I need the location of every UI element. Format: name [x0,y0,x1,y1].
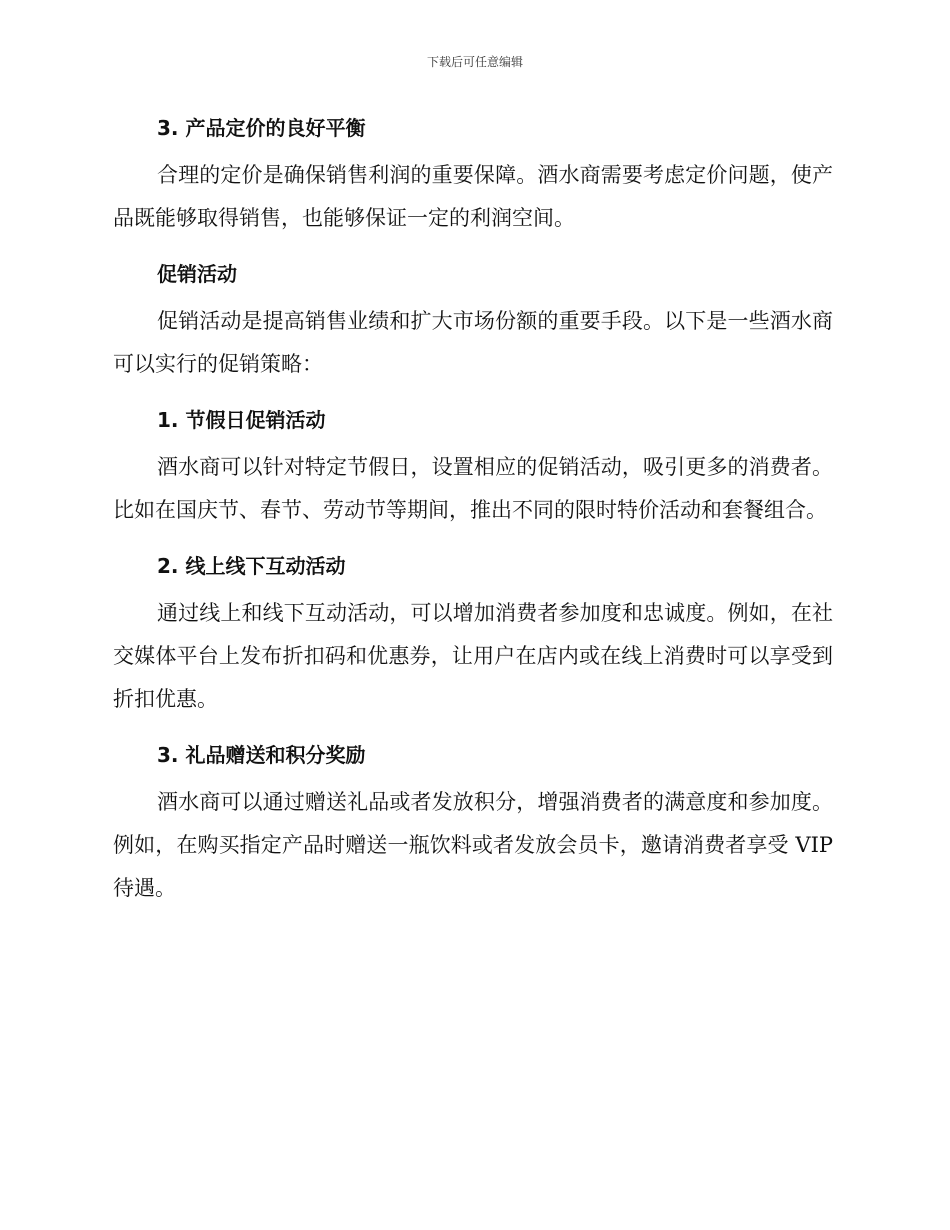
paragraph-online-offline: 通过线上和线下互动活动，可以增加消费者参加度和忠诚度。例如，在社交媒体平台上发布折扣码和优惠券，让用户在店内或在线上消费时可以享受到折扣优惠。 [113,601,833,711]
section-heading-holiday-promotions: 1. 节假日促销活动 [157,408,326,432]
paragraph-pricing: 合理的定价是确保销售利润的重要保障。酒水商需要考虑定价问题，使产品既能够取得销售，也能够保证一定的利润空间。 [113,163,833,230]
section-heading-gifts-points: 3. 礼品赠送和积分奖励 [157,743,366,767]
section-heading-pricing-balance: 3. 产品定价的良好平衡 [157,116,366,140]
paragraph-gifts-points: 酒水商可以通过赠送礼品或者发放积分，增强消费者的满意度和参加度。例如，在购买指定产品时赠送一瓶饮料或者发放会员卡，邀请消费者享受 VIP 待遇。 [113,790,833,900]
document-body [113,110,833,926]
paragraph-promotions-intro: 促销活动是提高销售业绩和扩大市场份额的重要手段。以下是一些酒水商可以实行的促销策略： [113,309,833,376]
section-heading-promotions: 促销活动 [157,262,237,286]
section-heading-online-offline: 2. 线上线下互动活动 [157,554,346,578]
page-header: 下载后可任意编辑 [426,55,523,69]
paragraph-holiday-promotions: 酒水商可以针对特定节假日，设置相应的促销活动，吸引更多的消费者。比如在国庆节、春节、劳动节等期间，推出不同的限时特价活动和套餐组合。 [113,455,833,522]
